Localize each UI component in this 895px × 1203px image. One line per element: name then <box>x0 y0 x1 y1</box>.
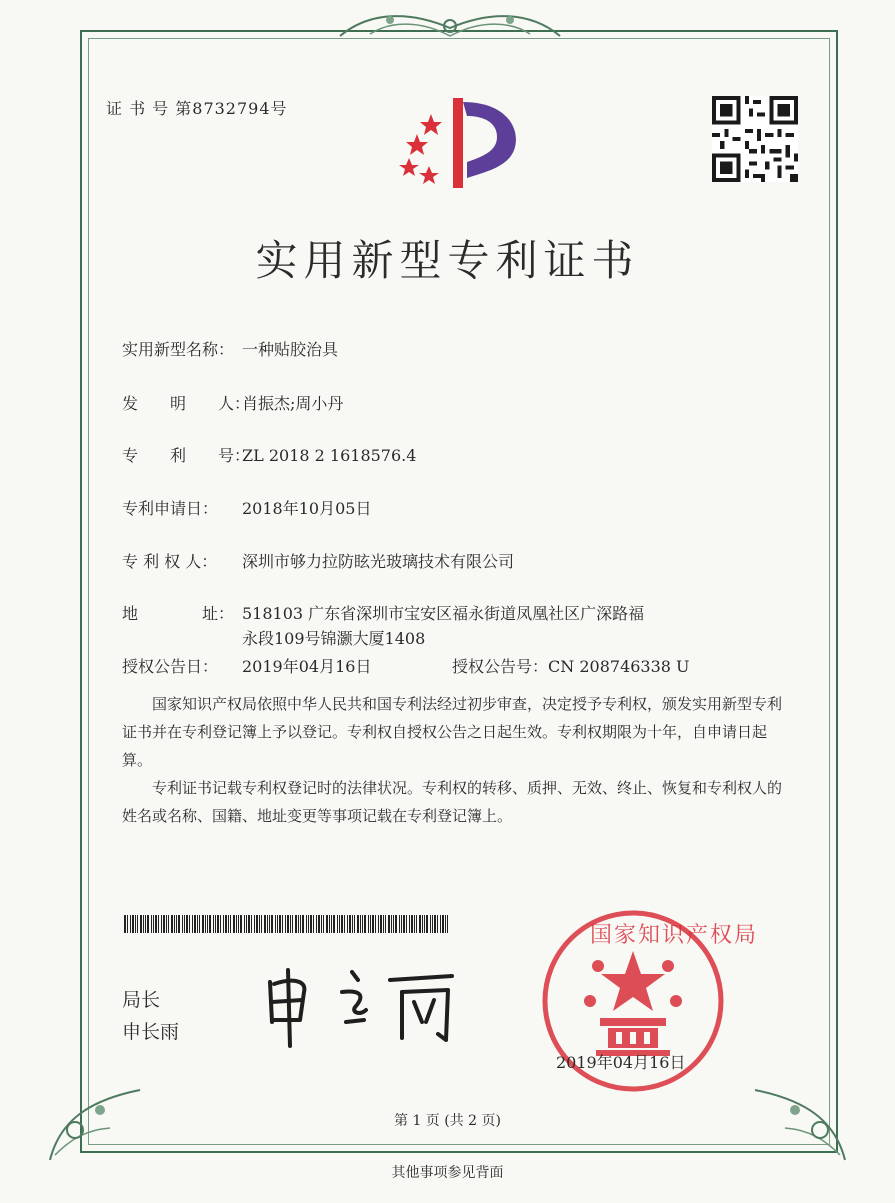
field-utility-model-name <box>122 337 338 360</box>
statement-paragraph-2: 专利证书记载专利权登记时的法律状况。专利权的转移、质押、无效、终止、恢复和专利权人的姓名或名称、国籍、地址变更等事项记载在专利登记簿上。 <box>122 779 783 825</box>
statement-paragraph-1: 国家知识产权局依照中华人民共和国专利法经过初步审查，决定授予专利权，颁发实用新型专利证书并在专利登记簿上予以登记。专利权自授权公告之日起生效。专利权期限为十年，自申请日起算。 <box>122 695 783 769</box>
field-value: CN 208746338 U <box>548 657 690 676</box>
cnipa-logo-icon <box>395 92 530 192</box>
certificate-number: 证 书 号 第8732794号 <box>106 99 288 118</box>
seal-date: 2019年04月16日 <box>556 1053 686 1072</box>
qr-code <box>712 96 798 182</box>
field-label: 地 址： <box>122 604 235 623</box>
field-application-date <box>122 496 371 519</box>
field-value: 518103 广东省深圳市宝安区福永街道凤凰社区广深路福 <box>242 604 645 623</box>
field-value: 2018年10月05日 <box>242 499 372 518</box>
field-value: 肖振杰;周小丹 <box>242 394 344 413</box>
field-label: 专利申请日： <box>122 499 219 518</box>
field-label: 授权公告号： <box>452 657 549 676</box>
field-patent-number <box>122 443 416 466</box>
page-number: 第 1 页 (共 2 页) <box>394 1113 501 1129</box>
handwritten-signature <box>262 962 462 1052</box>
field-label: 专 利 权 人： <box>122 552 218 571</box>
field-value: 2019年04月16日 <box>242 657 372 676</box>
field-address-line2: 永段109号锦灏大厦1408 <box>242 629 426 648</box>
field-patentee <box>122 549 514 572</box>
seal-text: 国家知识产权局 <box>590 923 759 948</box>
field-label: 实用新型名称： <box>122 340 235 359</box>
field-label: 授权公告日： <box>122 657 219 676</box>
footer-note: 其他事项参见背面 <box>391 1165 504 1181</box>
director-title: 局长 <box>122 989 161 1011</box>
field-value: 一种贴胶治具 <box>242 340 339 359</box>
director-name: 申长雨 <box>122 1021 180 1043</box>
field-label: 发 明 人： <box>122 394 251 413</box>
field-label: 专 利 号： <box>122 446 251 465</box>
field-value: ZL 2018 2 1618576.4 <box>242 446 417 465</box>
field-inventor <box>122 391 343 414</box>
field-address <box>122 601 644 624</box>
barcode <box>124 915 450 933</box>
top-floral-ornament <box>330 6 570 46</box>
field-grant-date <box>122 654 371 677</box>
certificate-title: 实用新型专利证书 <box>255 236 640 285</box>
field-value: 深圳市够力拉防眩光玻璃技术有限公司 <box>242 552 515 571</box>
field-grant-number <box>452 654 690 677</box>
